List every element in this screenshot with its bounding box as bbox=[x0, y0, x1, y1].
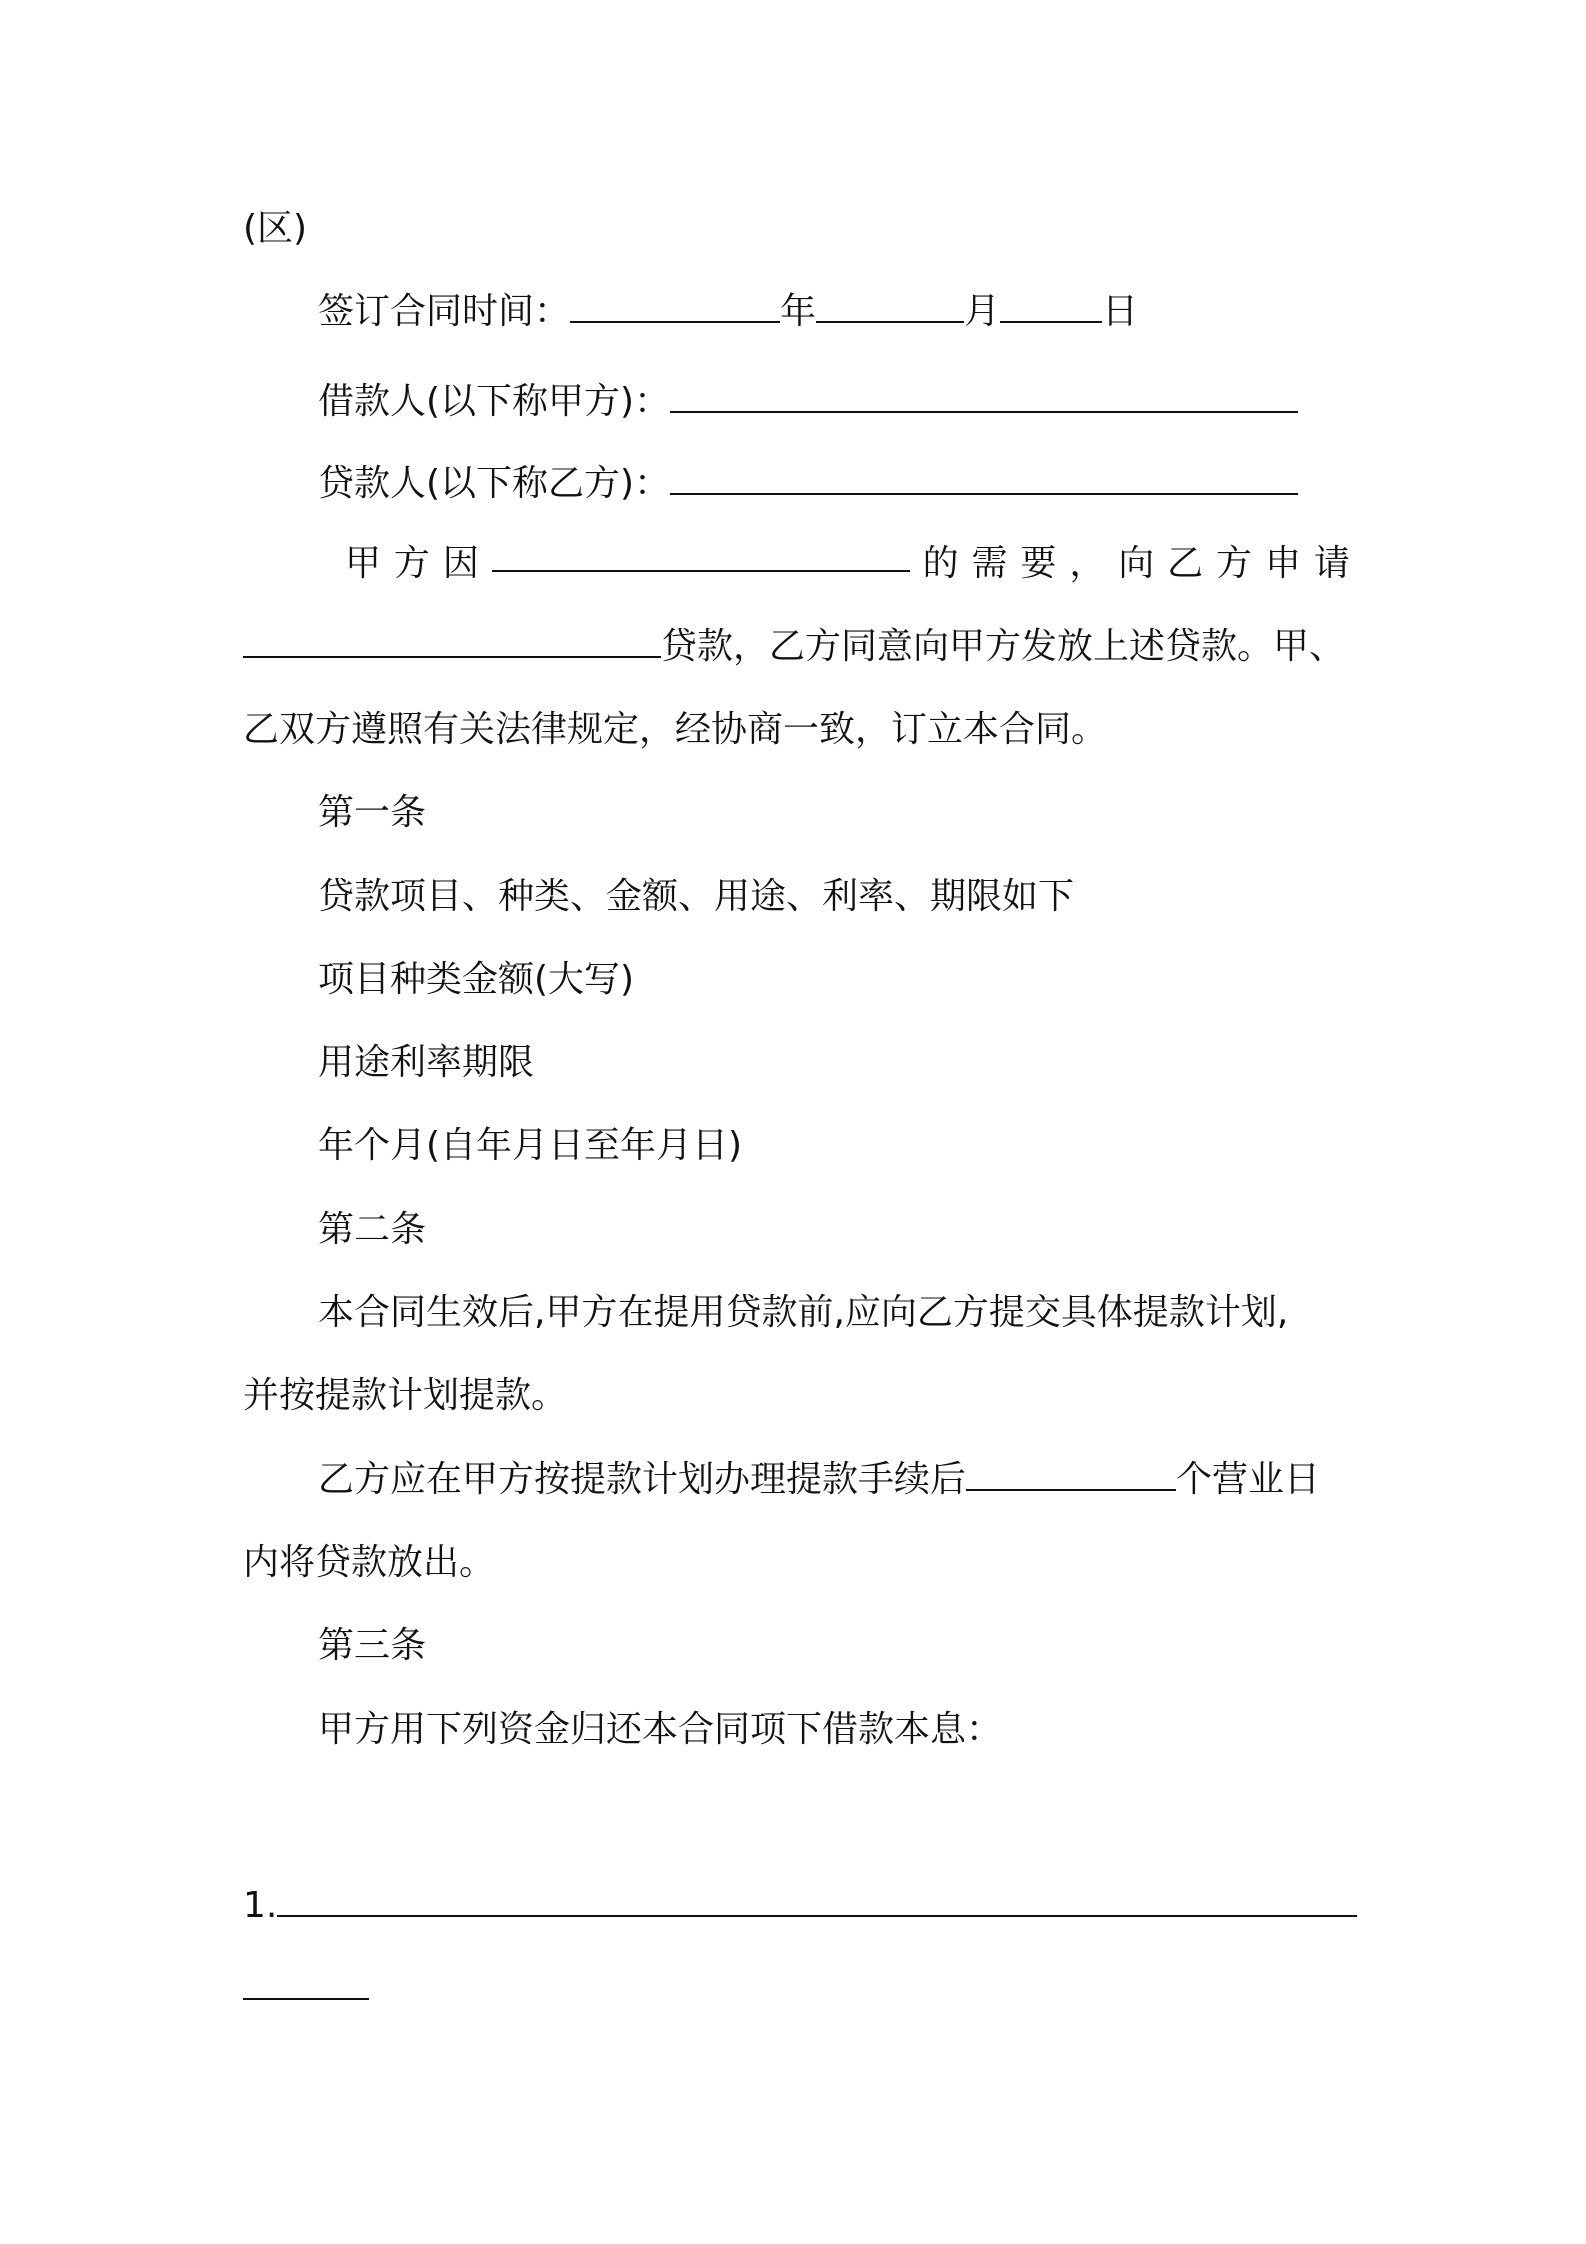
loan-grant-line bbox=[243, 623, 1363, 671]
year-label: 年 bbox=[780, 291, 817, 332]
withdrawal-text-2: 并按提款计划提款。 bbox=[243, 1375, 568, 1416]
borrower-blank bbox=[670, 381, 1298, 413]
loan-items-line bbox=[318, 873, 1363, 921]
release-line bbox=[318, 1456, 1363, 1504]
purpose-char: 甲 bbox=[345, 543, 382, 584]
release-text-b: 个营业日 bbox=[1176, 1459, 1321, 1500]
purpose-char: 因 bbox=[442, 543, 479, 584]
loan-items-text: 贷款项目、种类、金额、用途、利率、期限如下 bbox=[318, 876, 1075, 917]
term-line bbox=[318, 1122, 1363, 1170]
purpose-line bbox=[345, 540, 1350, 588]
loan-grant-text: 贷款，乙方同意向甲方发放上述贷款。甲、 bbox=[661, 626, 1346, 667]
repayment-line bbox=[318, 1706, 1363, 1754]
repayment-item-1 bbox=[243, 1882, 1363, 1930]
repayment-item-1-continued bbox=[243, 1965, 1363, 2013]
purpose-blank bbox=[492, 540, 910, 572]
month-blank bbox=[816, 291, 964, 323]
purpose-char: 申 bbox=[1264, 543, 1301, 584]
loan-amount-blank bbox=[243, 626, 661, 658]
purpose-char: 方 bbox=[393, 543, 430, 584]
purpose-char: 请 bbox=[1313, 543, 1350, 584]
business-days-blank bbox=[966, 1459, 1176, 1491]
release-text-2: 内将贷款放出。 bbox=[243, 1542, 496, 1583]
lender-label: 贷款人(以下称乙方)： bbox=[318, 463, 671, 504]
article-two-heading bbox=[318, 1206, 1363, 1254]
table-header-text-1: 项目种类金额(大写) bbox=[318, 959, 635, 1000]
lender-line bbox=[318, 460, 1363, 508]
purpose-char: 要 bbox=[1020, 543, 1057, 584]
signing-date-line bbox=[318, 288, 1363, 336]
table-header-line-2 bbox=[318, 1039, 1363, 1087]
article-two-title: 第二条 bbox=[318, 1209, 427, 1250]
release-text-a: 乙方应在甲方按提款计划办理提款手续后 bbox=[318, 1459, 967, 1500]
purpose-char: 向 bbox=[1118, 543, 1155, 584]
withdrawal-line-2 bbox=[243, 1372, 1363, 1420]
article-three-title: 第三条 bbox=[318, 1625, 427, 1666]
year-blank bbox=[570, 291, 780, 323]
release-line-2 bbox=[243, 1539, 1363, 1587]
article-three-heading bbox=[318, 1622, 1363, 1670]
purpose-char: 的 bbox=[922, 543, 959, 584]
repayment-item-number: 1. bbox=[243, 1885, 278, 1926]
withdrawal-plan-line bbox=[318, 1289, 1363, 1337]
term-text: 年个月(自年月日至年月日) bbox=[318, 1125, 743, 1166]
month-label: 月 bbox=[964, 291, 1001, 332]
borrower-label: 借款人(以下称甲方)： bbox=[318, 381, 671, 422]
purpose-char: 乙 bbox=[1167, 543, 1204, 584]
table-header-line-1 bbox=[318, 956, 1363, 1004]
region-text: (区) bbox=[243, 208, 308, 249]
repayment-text: 甲方用下列资金归还本合同项下借款本息： bbox=[318, 1709, 1003, 1750]
lender-blank bbox=[670, 463, 1298, 495]
repayment-item-blank bbox=[277, 1885, 1357, 1917]
purpose-char: 需 bbox=[971, 543, 1008, 584]
agreement-text: 乙双方遵照有关法律规定，经协商一致，订立本合同。 bbox=[243, 709, 1108, 750]
purpose-char: ， bbox=[1069, 543, 1106, 584]
withdrawal-plan-text: 本合同生效后,甲方在提用贷款前,应向乙方提交具体提款计划, bbox=[318, 1292, 1289, 1333]
signing-date-label: 签订合同时间： bbox=[318, 291, 571, 332]
table-header-text-2: 用途利率期限 bbox=[318, 1042, 535, 1083]
purpose-char: 方 bbox=[1216, 543, 1253, 584]
day-label: 日 bbox=[1102, 291, 1139, 332]
article-one-heading bbox=[318, 789, 1363, 837]
region-line bbox=[243, 205, 1363, 253]
article-one-title: 第一条 bbox=[318, 792, 427, 833]
borrower-line bbox=[318, 378, 1363, 426]
day-blank bbox=[1000, 291, 1102, 323]
agreement-line bbox=[243, 706, 1363, 754]
repayment-item-blank-continued bbox=[243, 1968, 369, 2000]
